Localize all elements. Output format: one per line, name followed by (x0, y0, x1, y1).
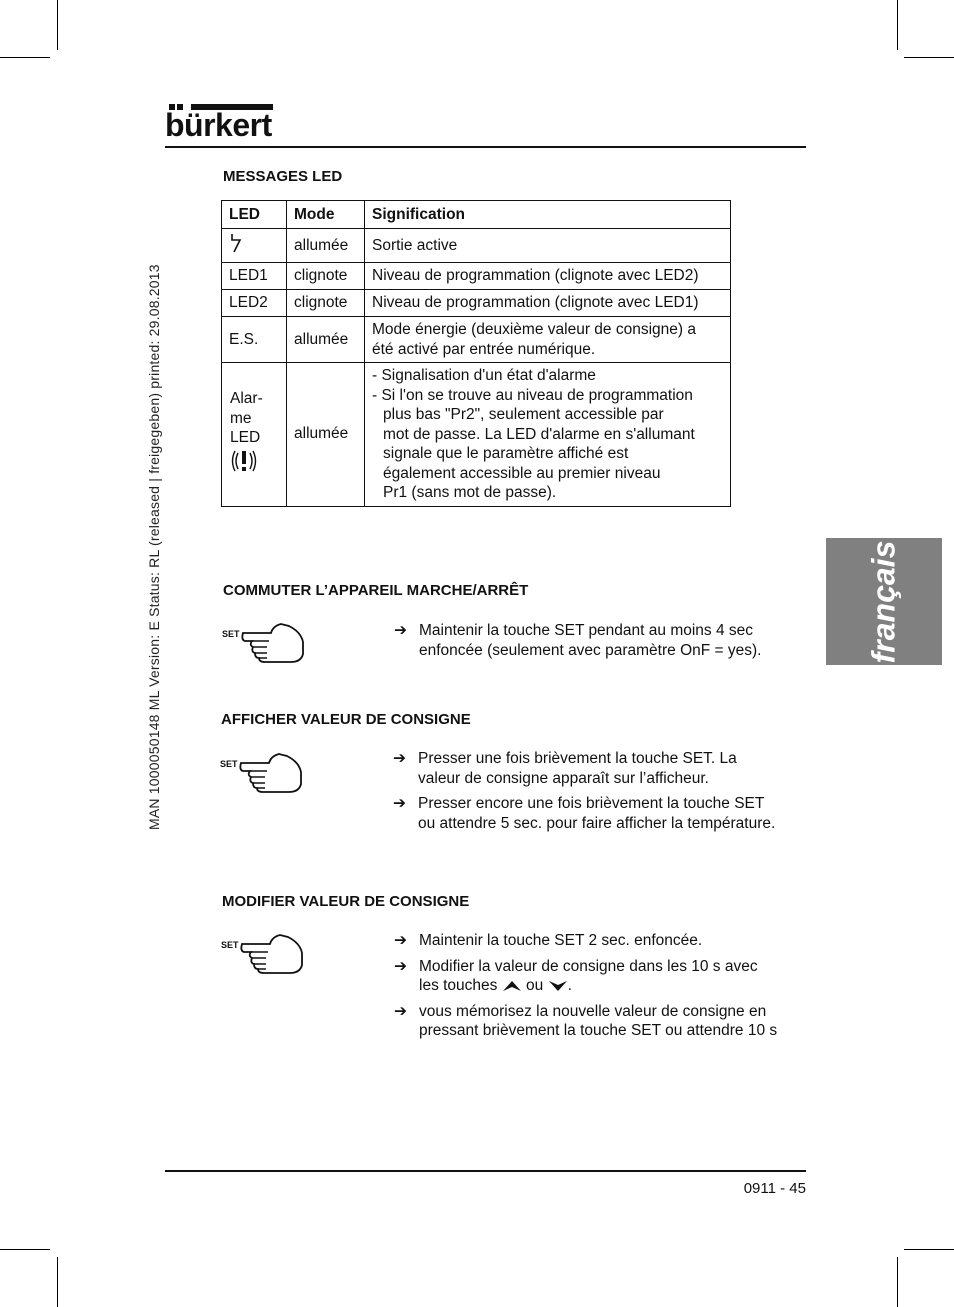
instruction-line: Presser une fois brièvement la touche SET. La (418, 750, 737, 767)
instruction-line: Maintenir la touche SET pendant au moins 4 sec (419, 622, 754, 639)
language-tab (826, 538, 942, 665)
mode-cell: clignote (287, 263, 365, 290)
instruction-line: Presser encore une fois brièvement la touche SET (418, 795, 765, 812)
meaning-cell (365, 317, 731, 363)
meaning-cell: Sortie active (365, 229, 731, 263)
alarm-icon (230, 448, 258, 474)
led-cell (222, 363, 287, 507)
instruction-item (394, 1002, 806, 1041)
table-row (222, 317, 731, 363)
meaning-line: Pr1 (sans mot de passe). (383, 484, 557, 501)
arrow-right-icon: ➔ (394, 622, 407, 639)
table-header-row (222, 201, 731, 229)
column-header-led: LED (222, 201, 287, 229)
arrow-right-icon: ➔ (394, 957, 407, 975)
meaning-cell: Niveau de programmation (clignote avec LED2) (365, 263, 731, 290)
crop-mark (0, 1249, 50, 1250)
meaning-line: été activé par entrée numérique. (372, 340, 596, 358)
instruction-item (394, 621, 794, 660)
header-rule (165, 146, 806, 148)
set-key-label: SET (222, 629, 240, 639)
meaning-line: - Signalisation d'un état d'alarme (372, 367, 596, 384)
section-title-modify-setpoint: MODIFIER VALEUR DE CONSIGNE (222, 893, 470, 910)
arrow-right-icon: ➔ (394, 1002, 407, 1020)
led-label-line: LED (230, 429, 261, 447)
led-cell: LED1 (222, 263, 287, 290)
section-title-show-setpoint: AFFICHER VALEUR DE CONSIGNE (221, 711, 471, 728)
mode-cell: allumée (287, 363, 365, 507)
instruction-line: ou attendre 5 sec. pour faire afficher la température. (418, 814, 776, 832)
set-button-hand-icon (221, 620, 307, 666)
led-cell: E.S. (222, 317, 287, 363)
column-header-mode: Mode (287, 201, 365, 229)
set-button-hand-icon (219, 750, 305, 796)
instruction-line: enfoncée (seulement avec paramètre OnF = yes). (419, 641, 762, 659)
mode-cell: clignote (287, 290, 365, 317)
instruction-line: pressant brièvement la touche SET ou attendre 10 s (419, 1022, 778, 1039)
crop-mark (904, 57, 954, 58)
column-header-meaning: Signification (365, 201, 731, 229)
meaning-line: également accessible au premier niveau (383, 464, 661, 482)
instruction-text: les touches (419, 977, 498, 994)
instruction-item (393, 794, 805, 833)
instruction-text: . (567, 977, 572, 994)
instruction-line: Maintenir la touche SET 2 sec. enfoncée. (419, 932, 703, 949)
set-button-hand-icon (220, 931, 306, 977)
arrow-right-icon: ➔ (393, 750, 406, 767)
instruction-item (393, 749, 805, 788)
meaning-line: signale que le paramètre affiché est (383, 445, 629, 462)
instruction-line (419, 976, 806, 996)
instructions-modify-setpoint (394, 931, 806, 1047)
language-tab-label: français (865, 540, 902, 664)
arrow-down-key-icon (548, 980, 568, 992)
crop-mark (897, 0, 898, 50)
instruction-line: vous mémorisez la nouvelle valeur de consigne en (419, 1002, 767, 1020)
instruction-line: Modifier la valeur de consigne dans les 10 s avec (419, 957, 758, 975)
led-table (221, 200, 731, 507)
crop-mark (0, 57, 50, 58)
crop-mark (904, 1249, 954, 1250)
instruction-item (394, 957, 806, 996)
section-title-onoff: COMMUTER L’APPAREIL MARCHE/ARRÊT (223, 582, 529, 599)
instruction-text: ou (526, 977, 544, 994)
led-label-line: Alar- (230, 390, 263, 408)
table-row (222, 229, 731, 263)
meaning-cell (365, 363, 731, 507)
crop-mark (57, 1257, 58, 1307)
arrow-right-icon: ➔ (394, 932, 407, 949)
instructions-show-setpoint (393, 749, 805, 839)
table-row (222, 263, 731, 290)
instruction-item (394, 931, 806, 951)
crop-mark (897, 1257, 898, 1307)
brand-name: bürkert (165, 107, 272, 143)
crop-mark (57, 0, 58, 50)
meaning-line: plus bas "Pr2", seulement accessible par (383, 406, 664, 423)
led-cell (222, 229, 287, 263)
mode-cell: allumée (287, 317, 365, 363)
section-title-led: MESSAGES LED (223, 168, 343, 185)
arrow-right-icon: ➔ (393, 795, 406, 812)
instruction-line: valeur de consigne apparaît sur l’afficheur. (418, 769, 709, 787)
meaning-cell: Niveau de programmation (clignote avec LED1) (365, 290, 731, 317)
set-key-label: SET (221, 940, 239, 950)
mode-cell: allumée (287, 229, 365, 263)
set-key-label: SET (220, 759, 238, 769)
instructions-onoff (394, 621, 794, 666)
output-active-icon (229, 232, 243, 254)
led-cell: LED2 (222, 290, 287, 317)
meaning-line: - Si l'on se trouve au niveau de programmation (372, 386, 693, 404)
table-row (222, 290, 731, 317)
meaning-line: mot de passe. La LED d'alarme en s'allumant (383, 425, 695, 443)
meaning-line: Mode énergie (deuxième valeur de consigne) a (372, 321, 696, 338)
footer-rule (165, 1170, 806, 1172)
table-row (222, 363, 731, 507)
page-number: 0911 - 45 (743, 1180, 806, 1197)
led-label-line: me (230, 409, 252, 427)
arrow-up-key-icon (502, 980, 522, 992)
document-status-text: MAN 1000050148 ML Version: E Status: RL (released | freigegeben) printed: 29.08.2013 (146, 264, 162, 830)
